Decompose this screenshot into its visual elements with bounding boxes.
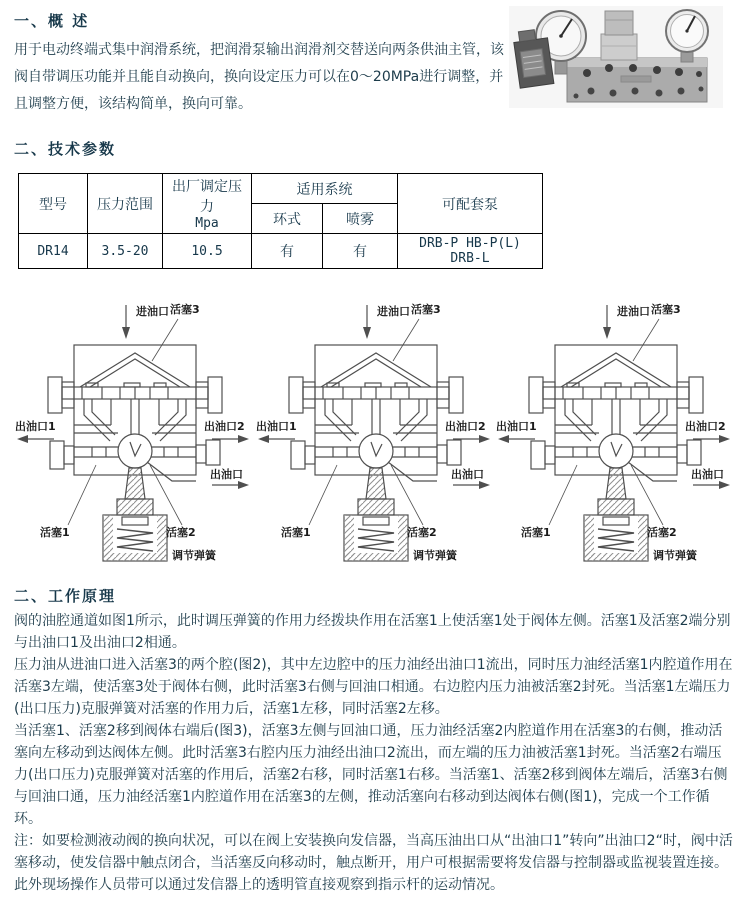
- label-spring: 调节弹簧: [653, 549, 697, 562]
- principle-section: [14, 585, 735, 896]
- product-photo-image: [509, 6, 723, 108]
- cell-factory: 10.5: [163, 234, 252, 269]
- col-pressure-range: 压力范围: [88, 174, 163, 234]
- specs-heading: 二、技术参数: [14, 140, 117, 158]
- table-row: [19, 234, 543, 269]
- overview-section: [14, 10, 735, 122]
- label-piston2: 活塞2: [166, 526, 196, 539]
- col-model: 型号: [19, 174, 88, 234]
- valve-diagram-1: [14, 299, 254, 569]
- principle-note: 注：如要检测液动阀的换向状况，可以在阀上安装换向发信器，当高压油出口从“出油口1”转向”出油口2“时，阀中活塞移动，使发信器中触点闭合，当活塞反向移动时，触点断开，用户可根据需要将发信器与控制器或监视装置连接。此外现场操作人员带可以通过发信器上的透明管直接观察到指示杆的运动情况。: [14, 833, 733, 893]
- label-inlet: 进油口: [376, 305, 410, 318]
- label-piston1: 活塞1: [40, 526, 70, 539]
- specs-section: [14, 138, 735, 269]
- label-outlet2: 出油口2: [685, 420, 726, 433]
- label-outlet: 出油口: [691, 468, 724, 481]
- spec-table: [18, 173, 543, 269]
- label-spring: 调节弹簧: [412, 549, 457, 562]
- col-pumps: 可配套泵: [398, 174, 543, 234]
- principle-paragraph-2: 压力油从进油口进入活塞3的两个腔(图2)，其中左边腔中的压力油经出油口1流出，同时压力油经活塞1内腔道作用在活塞3左端，使活塞3处于阀体右侧，此时活塞3右侧与回油口相通。右边腔内压力油被活塞2封死。当活塞1左端压力(出口压力)克服弹簧对活塞的作用力后，活塞1左移，同时活塞2左移。: [14, 657, 733, 717]
- col-spray: 喷雾: [323, 204, 398, 234]
- cell-model: DR14: [19, 234, 88, 269]
- principle-paragraph-3: 当活塞1、活塞2移到阀体右端后(图3)，活塞3左侧与回油口通，压力油经活塞2内腔道作用在活塞3的右侧，推动活塞向左移动到达阀体左侧。此时活塞3右腔内压力油经出油口2流出，而左端的压力油被活塞1封死。当活塞2右端压力(出口压力)克服弹簧对活塞的作用后，活塞2右移，同时活塞1右移。当活塞1、活塞2移到阀体左端后，活塞3右侧与回油口通，压力油经活塞1内腔道作用在活塞3的左侧，推动活塞向右移动到达阀体右侧(图1)，完成一个工作循环。: [14, 723, 728, 827]
- label-piston1: 活塞1: [521, 526, 551, 539]
- label-piston2: 活塞2: [647, 526, 677, 539]
- label-inlet: 进油口: [617, 305, 650, 318]
- label-outlet: 出油口: [210, 468, 243, 481]
- label-outlet: 出油口: [450, 468, 484, 481]
- principle-paragraph-1: 阀的油腔通道如图1所示，此时调压弹簧的作用力经拨块作用在活塞1上使活塞1处于阀体左侧。活塞1及活塞2端分别与出油口1及出油口2相通。: [14, 613, 731, 651]
- principle-heading: 二、工作原理: [14, 587, 117, 605]
- cell-spray: 有: [323, 234, 398, 269]
- col-factory-pressure: 出厂调定压力 Mpa: [163, 174, 252, 234]
- label-outlet1: 出油口1: [496, 420, 537, 433]
- label-piston2: 活塞2: [406, 526, 437, 539]
- cylinder: [601, 11, 637, 60]
- cell-ring: 有: [252, 234, 323, 269]
- label-piston3: 活塞3: [410, 303, 441, 316]
- valve-diagram-3: [495, 299, 735, 569]
- table-header-row-1: [19, 174, 543, 204]
- label-inlet: 进油口: [136, 305, 169, 318]
- label-piston1: 活塞1: [280, 526, 311, 539]
- label-outlet2: 出油口2: [444, 420, 486, 433]
- cell-range: 3.5-20: [88, 234, 163, 269]
- label-outlet1: 出油口1: [15, 420, 56, 433]
- label-outlet2: 出油口2: [204, 420, 245, 433]
- col-ring: 环式: [252, 204, 323, 234]
- label-piston3: 活塞3: [651, 303, 681, 316]
- label-piston3: 活塞3: [170, 303, 200, 316]
- overview-heading: 一、概 述: [14, 12, 90, 30]
- figures-section: [14, 299, 735, 569]
- label-outlet1: 出油口1: [255, 420, 297, 433]
- product-photo: [509, 6, 723, 108]
- col-system: 适用系统: [252, 174, 398, 204]
- cell-pumps: DRB-P HB-P(L) DRB-L: [398, 234, 543, 269]
- overview-paragraph: 用于电动终端式集中润滑系统，把润滑泵输出润滑剂交替送向两条供油主管，该阀自带调压功能并且能自动换向，换向设定压力可以在0～20MPa进行调整，并且调整方便，该结构简单，换向可靠。: [14, 42, 504, 112]
- valve-block: [567, 58, 707, 102]
- label-spring: 调节弹簧: [172, 549, 216, 562]
- valve-diagram-2: [255, 299, 495, 569]
